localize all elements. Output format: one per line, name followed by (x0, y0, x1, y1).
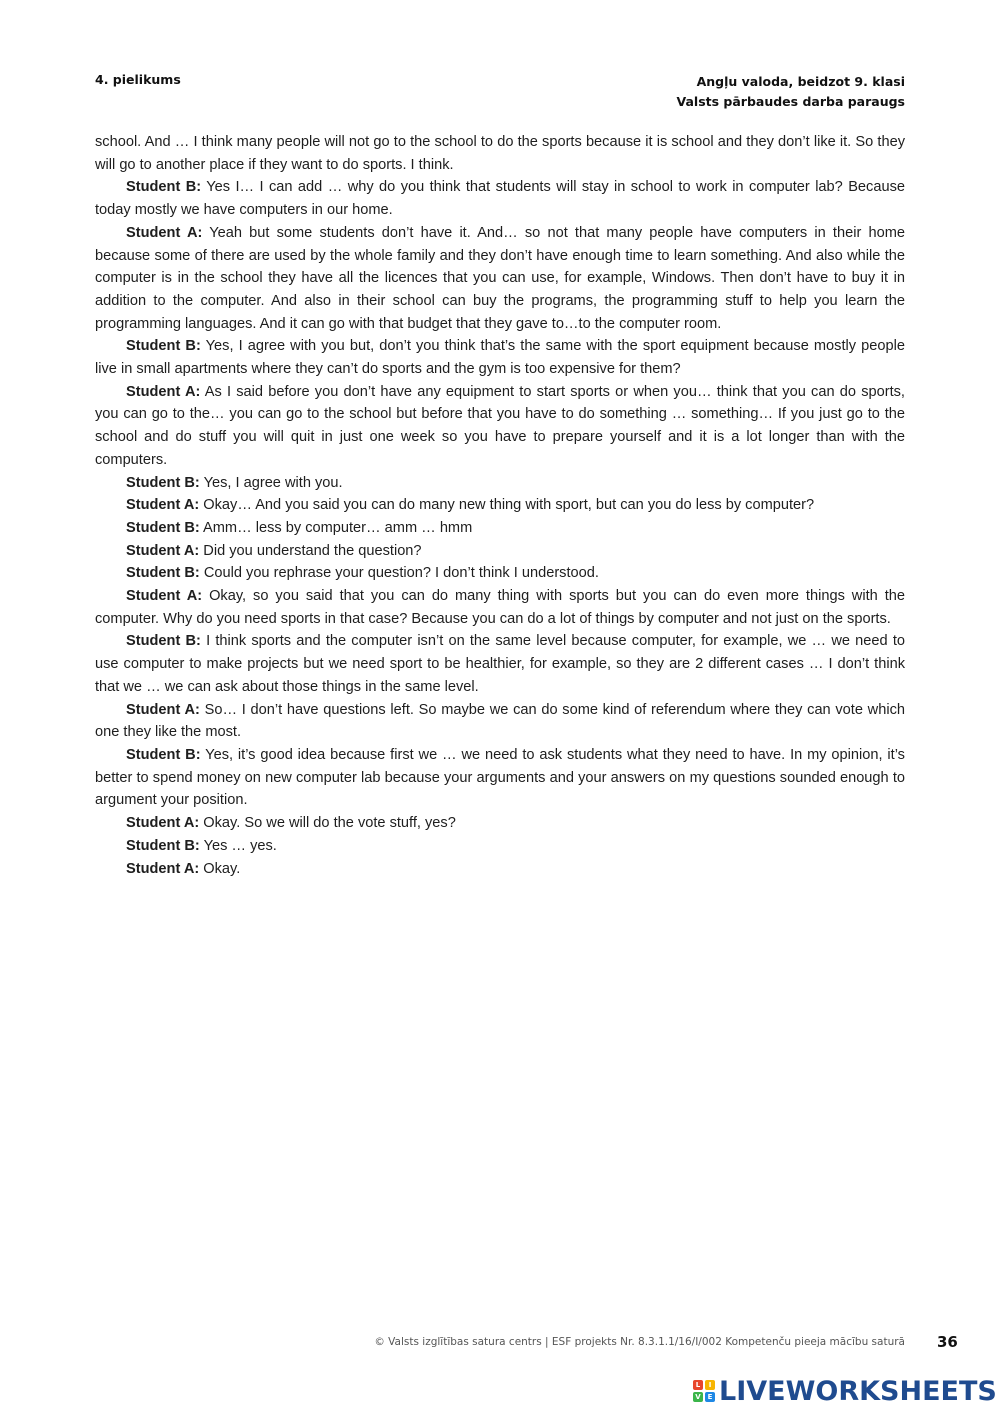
speaker-label: Student A: (126, 588, 203, 605)
speaker-label: Student A: (126, 497, 200, 514)
speaker-label: Student A: (126, 383, 201, 400)
dialogue-paragraph (95, 562, 905, 585)
speaker-label: Student B: (126, 474, 200, 491)
speaker-label: Student A: (126, 860, 200, 877)
logo-wordmark: LIVEWORKSHEETS (719, 1375, 997, 1407)
exam-sample-title: Valsts pārbaudes darba paraugs (676, 94, 905, 109)
utterance: Yes, I agree with you but, don’t you think that’s the same with the sport equipment because mostly people live in small apartments where they can’t do sports and the gym is too expensive for them? (95, 338, 905, 378)
dialogue-paragraph (95, 835, 905, 858)
dialogue-paragraph (95, 540, 905, 563)
utterance: As I said before you don’t have any equipment to start sports or when you… think that you can do sports, you can go to the… you can go to the school but before that you have to do something … something… If you just go to the school and do stuff you will quit in just one week so you have to prepare yourself and it is a lot longer than with the computers. (95, 383, 905, 468)
speaker-label: Student B: (126, 565, 200, 582)
logo-block-v: V (693, 1392, 703, 1402)
document-title (676, 72, 905, 112)
utterance: So… I don’t have questions left. So maybe we can do some kind of referendum where they can vote which one they like the most. (95, 701, 905, 741)
speaker-label: Student B: (126, 338, 201, 355)
dialogue-paragraph (95, 630, 905, 698)
dialogue-transcript (95, 131, 905, 880)
logo-block-e: E (705, 1392, 715, 1402)
utterance: Okay. (199, 860, 241, 877)
logo-block-i: I (705, 1380, 715, 1390)
dialogue-paragraph (95, 812, 905, 835)
utterance: Okay. So we will do the vote stuff, yes? (199, 815, 456, 832)
dialogue-paragraph (95, 176, 905, 221)
utterance: Amm… less by computer… amm … hmm (199, 519, 473, 536)
speaker-label: Student A: (126, 224, 203, 241)
utterance: Yes, I agree with you. (199, 474, 343, 491)
speaker-label: Student A: (126, 542, 200, 559)
dialogue-paragraph (95, 858, 905, 881)
dialogue-paragraph (95, 744, 905, 812)
speaker-label: Student B: (126, 633, 201, 650)
appendix-label: 4. pielikums (95, 72, 181, 87)
dialogue-paragraph (95, 585, 905, 630)
page-number: 36 (937, 1333, 958, 1351)
utterance: Could you rephrase your question? I don’t think I understood. (199, 565, 599, 582)
logo-blocks-icon (693, 1380, 715, 1402)
utterance: Okay, so you said that you can do many thing with sports but you can do even more things with the computer. Why do you need sports in that case? Because you can do a lot of things by computer and not just on the sports. (95, 588, 905, 627)
subject-title: Angļu valoda, beidzot 9. klasi (696, 74, 905, 89)
speaker-label: Student A: (126, 701, 200, 718)
speaker-label: Student B: (126, 746, 201, 763)
utterance: Yes I… I can add … why do you think that students will stay in school to work in computer lab? Because today mostly we have computers in our home. (95, 179, 905, 219)
dialogue-paragraph (95, 699, 905, 744)
utterance: Did you understand the question? (199, 542, 422, 559)
copyright-note: © Valsts izglītības satura centrs | ESF projekts Nr. 8.3.1.1/16/I/002 Kompetenču pieeja mācību saturā (374, 1336, 905, 1348)
utterance: Okay… And you said you can do many new thing with sport, but can you do less by computer? (199, 497, 815, 514)
dialogue-paragraph (95, 222, 905, 336)
dialogue-paragraph: school. And … I think many people will not go to the school to do the sports because it is school and they don’t like it. So they will go to another place if they want to do sports. I think. (95, 134, 905, 173)
speaker-label: Student A: (126, 815, 200, 832)
utterance: Yes, it’s good idea because first we … we need to ask students what they need to have. In my opinion, it’s better to spend money on new computer lab because your arguments and your answers on my questions sounded enough to argument your position. (95, 746, 905, 809)
dialogue-paragraph (95, 494, 905, 517)
dialogue-paragraph (95, 335, 905, 380)
liveworksheets-logo[interactable] (693, 1374, 997, 1408)
speaker-label: Student B: (126, 519, 200, 536)
utterance: I think sports and the computer isn’t on the same level because computer, for example, we … we need to use computer to make projects but we need sport to be healthier, for example, so they are 2 different cases … I don’t think that we … we can ask about those things in the same level. (95, 633, 905, 695)
dialogue-paragraph (95, 472, 905, 495)
dialogue-paragraph (95, 381, 905, 472)
utterance: Yes … yes. (199, 837, 277, 854)
dialogue-paragraph (95, 517, 905, 540)
logo-block-l: L (693, 1380, 703, 1390)
speaker-label: Student B: (126, 179, 202, 196)
speaker-label: Student B: (126, 837, 200, 854)
utterance: Yeah but some students don’t have it. And… so not that many people have computers in their home because some of there are used by the whole family and they don’t have enough time to learn something. And also while the computer is in the school they have all the licences that you can use, for example, Windows. Then don’t have to buy it in addition to the computer. And also in their school can buy the programs, the programming stuff to help you learn the programming languages. And it can go with that budget that they gave to…to the computer room. (95, 224, 905, 332)
